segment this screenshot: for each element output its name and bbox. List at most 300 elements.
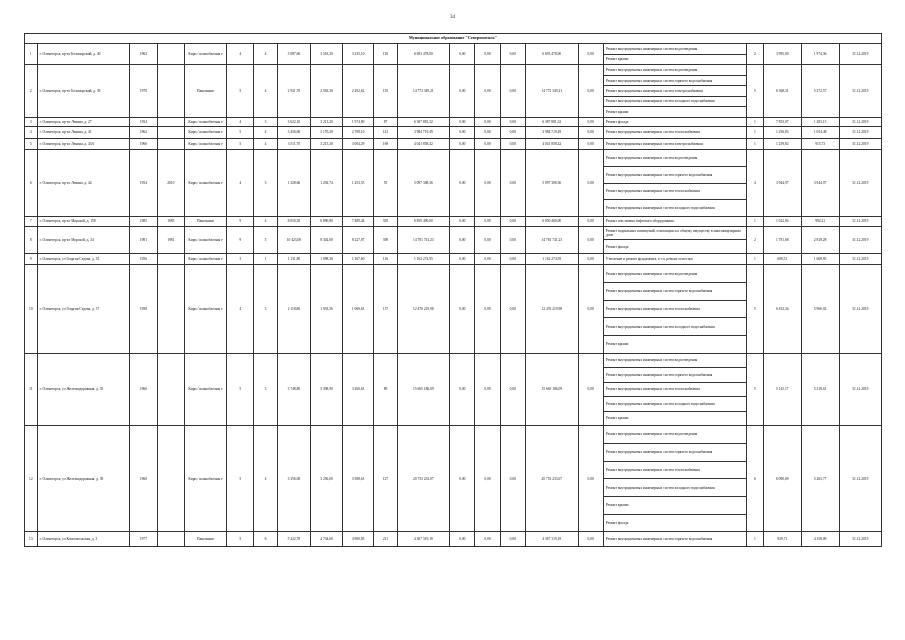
cell-a3: 3 588,61 [342,426,374,532]
cell-date: 31.12.2019 [839,353,881,425]
page-number: 34 [450,15,455,20]
cell-res: 87 [374,117,397,126]
cell-n: 11 [25,353,38,425]
cell-c4: 0,00 [500,127,525,138]
cell-repair-types [603,127,746,138]
cell-date: 31.12.2019 [839,254,881,265]
cell-c2: 0,00 [450,254,475,265]
cell-n: 4 [25,127,38,138]
cell-ent: 4 [254,44,277,65]
cell-c4: 0,00 [500,217,525,226]
repair-type-item: Ремонт внутридомовых инженерных систем горячего водоснабжения [604,76,746,86]
repair-type-item: Ремонт внутридомовых инженерных систем электроснабжения [605,141,703,146]
cell-y2: 1985 [157,217,184,226]
repair-type-item: Ремонт подвальных помещений, относящихся к общему имуществу в многоквартирном доме [604,227,746,241]
cell-c6: 0,00 [578,265,603,353]
repair-type-item: Ремонт фасада [605,244,629,249]
cell-u1: 1 022,94 [763,217,801,226]
cell-a1: 3 511,70 [277,138,311,149]
cell-c2: 0,00 [450,226,475,253]
cell-ent: 4 [254,426,277,532]
cell-c6: 0,00 [578,254,603,265]
cell-c4: 0,00 [500,149,525,216]
cell-res: 141 [374,127,397,138]
cell-repair-types [603,217,746,226]
cell-c2: 0,00 [450,265,475,353]
cell-c1: 14 781 741,23 [397,226,450,253]
cell-c4: 0,00 [500,138,525,149]
cell-y2 [157,426,184,532]
capital-repair-register-table [24,33,882,547]
cell-mat: Кирп./ шлакоблочны е [184,138,226,149]
cell-mat: Кирп./ шлакоблочны е [184,149,226,216]
repair-type-item: Ремонт внутридомовых инженерных систем холодного водоснабжения [604,318,746,336]
cell-date: 31.12.2019 [839,532,881,546]
cell-a1: 3 087,60 [277,44,311,65]
cell-mat: Кирп./ шлакоблочны е [184,254,226,265]
repair-type-item: Ремонт внутридомовых инженерных систем теплоснабжения [604,301,746,319]
cell-c3: 0,00 [475,138,500,149]
cell-c5: 3 984 719,49 [525,127,578,138]
cell-cnt: 1 [746,254,763,265]
cell-cnt: 5 [746,65,763,117]
cell-c5: 4 367 319,18 [525,532,578,546]
cell-y2: 2010 [157,149,184,216]
cell-fl: 4 [227,117,254,126]
cell-c5: 5 097 308,36 [525,149,578,216]
repair-type-item: Ремонт крыши [605,416,629,421]
cell-a2: 3 561,20 [311,44,343,65]
cell-c1: 6 387 881,32 [397,117,450,126]
table-row [25,226,882,253]
cell-y1: 1966 [130,353,157,425]
cell-a3: 8 227,87 [342,226,374,253]
cell-c3: 0,00 [475,65,500,117]
cell-date: 31.12.2019 [839,127,881,138]
cell-ent: 3 [254,353,277,425]
cell-y2 [157,65,184,117]
cell-addr: г. Оленегорск, пр-кт Морской, д. 158 [37,217,130,226]
cell-c6: 0,00 [578,44,603,65]
cell-a1: 3 748,80 [277,353,311,425]
cell-y2 [157,117,184,126]
cell-c5: 20 753 233,07 [525,426,578,532]
cell-cnt: 5 [746,353,763,425]
cell-y1: 1985 [130,217,157,226]
cell-res: 118 [374,44,397,65]
cell-date: 31.12.2019 [839,149,881,216]
repair-type-item: Ремонт крыши [605,109,629,114]
cell-addr: г. Оленегорск, пр-кт Морской, д. 34 [37,226,130,253]
cell-y1: 1970 [130,65,157,117]
cell-ent: 3 [254,149,277,216]
cell-c3: 0,00 [475,117,500,126]
cell-c2: 0,00 [450,426,475,532]
cell-c2: 0,00 [450,44,475,65]
cell-c3: 0,00 [475,226,500,253]
cell-cnt: 1 [746,138,763,149]
cell-res: 55 [374,149,397,216]
repair-type-item: Ремонт внутридомовых инженерных систем горячего водоснабжения [604,368,746,382]
cell-cnt: 4 [746,149,763,216]
cell-a1: 1 131,80 [277,254,311,265]
cell-c3: 0,00 [475,265,500,353]
cell-repair-types [603,353,746,425]
cell-u1: 3 944,97 [763,149,801,216]
cell-addr: г. Оленегорск, пр-кт Ленина, д. 43А [37,138,130,149]
cell-c2: 0,00 [450,217,475,226]
cell-c3: 0,00 [475,254,500,265]
cell-c4: 0,00 [500,265,525,353]
cell-date: 31.12.2019 [839,265,881,353]
cell-addr: г. Оленегорск, пр-кт Ленина, д. 44 [37,149,130,216]
repair-type-item: Ремонт внутридомовых инженерных систем водоотведения [604,65,746,75]
cell-a3: 1 974,80 [342,117,374,126]
cell-u2: 2 818,28 [801,226,839,253]
cell-c5: 14 772 349,21 [525,65,578,117]
cell-date: 31.12.2019 [839,226,881,253]
table-row [25,117,882,126]
cell-u1: 929,71 [763,532,801,546]
cell-cnt: 2 [746,226,763,253]
cell-c5: 1 162 274,95 [525,254,578,265]
cell-c1: 12 476 219,98 [397,265,450,353]
repair-type-item: Ремонт внутридомовых инженерных систем электроснабжения [604,86,746,96]
cell-c4: 0,00 [500,65,525,117]
cell-ent: 3 [254,265,277,353]
cell-a1: 10 423,00 [277,226,311,253]
cell-cnt: 5 [746,265,763,353]
cell-fl: 5 [227,426,254,532]
cell-date: 31.12.2019 [839,65,881,117]
cell-repair-types [603,138,746,149]
cell-u1: 3 995,00 [763,44,801,65]
repair-type-item: Ремонт внутридомовых инженерных систем холодного водоснабжения [604,479,746,497]
cell-cnt: 2 [746,44,763,65]
cell-u2: 1 054,48 [801,127,839,138]
cell-n: 5 [25,138,38,149]
cell-c4: 0,00 [500,353,525,425]
cell-a3: 2 708,10 [342,127,374,138]
cell-repair-types [603,44,746,65]
cell-u1: 608,51 [763,254,801,265]
cell-c3: 0,00 [475,353,500,425]
cell-c1: 4 367 319,18 [397,532,450,546]
repair-type-item: Ремонт крыши [605,342,629,347]
repair-type-item: Ремонт внутридомовых инженерных систем горячего водоснабжения [604,444,746,462]
cell-c6: 0,00 [578,426,603,532]
cell-u2: 5 218,61 [801,353,839,425]
cell-fl: 5 [227,532,254,546]
repair-type-item: Ремонт внутридомовых инженерных систем холодного водоснабжения [605,206,715,211]
cell-c3: 0,00 [475,149,500,216]
repair-type-item: Ремонт внутридомовых инженерных систем горячего водоснабжения [604,283,746,301]
cell-a1: 2 118,86 [277,265,311,353]
repair-type-item: Ремонт внутридомовых инженерных систем горячего водоснабжения [605,537,713,542]
cell-repair-types [603,254,746,265]
cell-c4: 0,00 [500,117,525,126]
table-row [25,217,882,226]
cell-u1: 6 368,31 [763,65,801,117]
municipality-header: Муниципальное образование "Североонежск" [25,34,882,44]
cell-u2: 5 966,02 [801,265,839,353]
cell-n: 1 [25,44,38,65]
cell-mat: Кирп./ шлакоблочны е [184,265,226,353]
table-row [25,353,882,425]
cell-res: 390 [374,226,397,253]
cell-c2: 0,00 [450,117,475,126]
cell-c5: 6 693 478,00 [525,44,578,65]
cell-c6: 0,00 [578,532,603,546]
cell-addr: г. Оленегорск, ул Комсомольская, д. 3 [37,532,130,546]
cell-mat: Панельные [184,65,226,117]
cell-mat: Кирп./ шлакоблочны е [184,426,226,532]
cell-mat: Кирп./ шлакоблочны е [184,127,226,138]
cell-addr: г. Оленегорск, пр-кт Беломорский, д. 40 [37,44,130,65]
repair-type-item: Ремонт внутридомовых инженерных систем холодного водоснабжения [604,397,746,411]
repair-type-item: Ремонт внутридомовых инженерных систем теплоснабжения [604,383,746,397]
cell-date: 31.12.2019 [839,217,881,226]
cell-n: 2 [25,65,38,117]
cell-a2: 3 213,20 [311,117,343,126]
repair-type-item: Ремонт внутридомовых инженерных систем водоотведения [604,150,746,167]
cell-c2: 0,00 [450,353,475,425]
repair-type-item: Утепление и ремонт фундамента, в т.ч. ремонт отмостки [605,257,693,262]
cell-a3: 3 260,61 [342,353,374,425]
cell-c4: 0,00 [500,226,525,253]
cell-y1: 1958 [130,265,157,353]
cell-c3: 0,00 [475,127,500,138]
cell-a3: 3 235,10 [342,44,374,65]
cell-repair-types [603,532,746,546]
cell-addr: г. Оленегорск, пр-кт Беломорский, д. 39 [37,65,130,117]
cell-date: 31.12.2019 [839,44,881,65]
cell-a2: 3 170,20 [311,127,343,138]
cell-c5: 14 781 741,23 [525,226,578,253]
cell-c2: 0,00 [450,65,475,117]
cell-cnt: 1 [746,217,763,226]
cell-u1: 1 256,83 [763,127,801,138]
cell-c5: 12 476 219,98 [525,265,578,353]
cell-a2: 4 734,60 [311,532,343,546]
cell-y2 [157,254,184,265]
cell-addr: г. Оленегорск, ул Железнодорожная, д. 39 [37,426,130,532]
cell-c2: 0,00 [450,532,475,546]
cell-y2: 1981 [157,226,184,253]
cell-c6: 0,00 [578,65,603,117]
cell-c3: 0,00 [475,44,500,65]
cell-date: 31.12.2019 [839,117,881,126]
cell-fl: 4 [227,265,254,353]
cell-n: 7 [25,217,38,226]
cell-c5: 6 387 881,32 [525,117,578,126]
cell-ent: 3 [254,117,277,126]
cell-a1: 3 622,10 [277,117,311,126]
cell-y2 [157,353,184,425]
cell-res: 127 [374,426,397,532]
cell-a3: 1 167,60 [342,254,374,265]
cell-c4: 0,00 [500,254,525,265]
cell-n: 12 [25,426,38,532]
cell-y1: 1962 [130,127,157,138]
cell-u1: 1 781,68 [763,226,801,253]
cell-u1: 7 853,07 [763,117,801,126]
table-row [25,254,882,265]
cell-a2: 3 398,90 [311,353,343,425]
cell-u2: 1 668,95 [801,254,839,265]
cell-addr: г. Оленегорск, пр-кт Ленина, д. 27 [37,117,130,126]
repair-type-item: Ремонт крыши [604,497,746,515]
cell-cnt: 1 [746,127,763,138]
cell-u2: 5 263,77 [801,426,839,532]
cell-a2: 2 563,30 [311,65,343,117]
cell-y1: 1981 [130,226,157,253]
cell-y1: 1963 [130,44,157,65]
cell-ent: 6 [254,532,277,546]
cell-date: 31.12.2019 [839,138,881,149]
cell-u2: 915,73 [801,138,839,149]
cell-a3: 1 069,61 [342,265,374,353]
cell-addr: г. Оленегорск, ул Железнодорожная, д. 35 [37,353,130,425]
cell-fl: 3 [227,254,254,265]
cell-c1: 15 665 186,09 [397,353,450,425]
cell-a1: 3 456,60 [277,127,311,138]
cell-fl: 5 [227,138,254,149]
cell-c5: 4 041 858,42 [525,138,578,149]
cell-c6: 0,00 [578,149,603,216]
cell-y1: 1954 [130,117,157,126]
cell-y2 [157,44,184,65]
cell-c4: 0,00 [500,44,525,65]
cell-res: 305 [374,217,397,226]
cell-u2: 994,21 [801,217,839,226]
cell-c1: 6 850 400,00 [397,217,450,226]
cell-n: 13 [25,532,38,546]
cell-c1: 3 984 719,49 [397,127,450,138]
repair-type-item: Ремонт или замена лифтового оборудования [605,219,674,224]
cell-cnt: 1 [746,532,763,546]
cell-fl: 5 [227,127,254,138]
cell-a1: 2 931,70 [277,65,311,117]
cell-c1: 20 753 233,07 [397,426,450,532]
cell-y2 [157,127,184,138]
cell-repair-types [603,426,746,532]
cell-a3: 3 004,29 [342,138,374,149]
repair-type-item: Ремонт внутридомовых инженерных систем водоотведения [604,265,746,283]
cell-y1: 1960 [130,426,157,532]
repair-type-item: Ремонт внутридомовых инженерных систем холодного водоснабжения [604,97,746,107]
table-row [25,44,882,65]
cell-a3: 7 489,44 [342,217,374,226]
cell-ent: 5 [254,226,277,253]
cell-c2: 0,00 [450,149,475,216]
cell-c3: 0,00 [475,426,500,532]
cell-c6: 0,00 [578,138,603,149]
cell-u2: 5 272,57 [801,65,839,117]
repair-type-item: Ремонт внутридомовых инженерных систем теплоснабжения [604,184,746,201]
cell-c3: 0,00 [475,532,500,546]
cell-y2 [157,138,184,149]
table-row [25,138,882,149]
cell-n: 3 [25,117,38,126]
cell-y2 [157,265,184,353]
repair-type-item: Ремонт внутридомовых инженерных систем водоотведения [604,44,746,55]
repair-type-item: Ремонт внутридомовых инженерных систем теплоснабжения [604,462,746,480]
cell-n: 6 [25,149,38,216]
repair-type-item: Ремонт внутридомовых инженерных систем водоотведения [604,426,746,444]
cell-u1: 6 452,34 [763,265,801,353]
table-row [25,149,882,216]
cell-fl: 4 [227,149,254,216]
cell-ent: 4 [254,138,277,149]
cell-ent: 4 [254,65,277,117]
cell-y1: 1966 [130,138,157,149]
cell-u2: 1 974,36 [801,44,839,65]
cell-a1: 5 222,78 [277,532,311,546]
cell-res: 211 [374,532,397,546]
cell-repair-types [603,265,746,353]
cell-n: 8 [25,226,38,253]
table-row [25,532,882,546]
cell-cnt: 1 [746,117,763,126]
table-row [25,426,882,532]
cell-repair-types [603,149,746,216]
cell-c6: 0,00 [578,226,603,253]
cell-fl: 9 [227,217,254,226]
repair-type-item: Ремонт внутридомовых инженерных систем водоотведения [604,354,746,368]
cell-u1: 6 090,69 [763,426,801,532]
cell-fl: 5 [227,353,254,425]
cell-mat: Панельные [184,217,226,226]
cell-fl: 5 [227,65,254,117]
cell-c1: 1 162 274,95 [397,254,450,265]
cell-c6: 0,00 [578,117,603,126]
cell-res: 137 [374,265,397,353]
cell-a2: 1 098,30 [311,254,343,265]
cell-y2 [157,532,184,546]
cell-repair-types [603,226,746,253]
table-row [25,265,882,353]
cell-c1: 6 693 478,00 [397,44,450,65]
repair-type-item: Ремонт фасада [605,119,629,124]
cell-fl: 9 [227,226,254,253]
cell-n: 10 [25,265,38,353]
cell-u2: 1 283,13 [801,117,839,126]
cell-y1: 1956 [130,254,157,265]
cell-ent: 4 [254,217,277,226]
cell-c4: 0,00 [500,532,525,546]
cell-mat: Кирп./ шлакоблочны е [184,117,226,126]
cell-a2: 1 292,74 [311,149,343,216]
cell-c3: 0,00 [475,217,500,226]
cell-u1: 1 259,82 [763,138,801,149]
cell-y1: 1954 [130,149,157,216]
table-row [25,127,882,138]
cell-date: 31.12.2019 [839,426,881,532]
cell-ent: 4 [254,127,277,138]
repair-type-item: Ремонт крыши [605,57,629,62]
cell-u2: 3 944,97 [801,149,839,216]
cell-c6: 0,00 [578,353,603,425]
cell-a2: 3 215,30 [311,138,343,149]
cell-a2: 6 890,80 [311,217,343,226]
cell-a2: 8 302,00 [311,226,343,253]
repair-type-item: Ремонт внутридомовых инженерных систем теплоснабжения [605,130,700,135]
cell-res: 116 [374,254,397,265]
cell-mat: Кирп./ шлакоблочны е [184,44,226,65]
cell-c1: 5 097 308,36 [397,149,450,216]
cell-a3: 1 253,55 [342,149,374,216]
